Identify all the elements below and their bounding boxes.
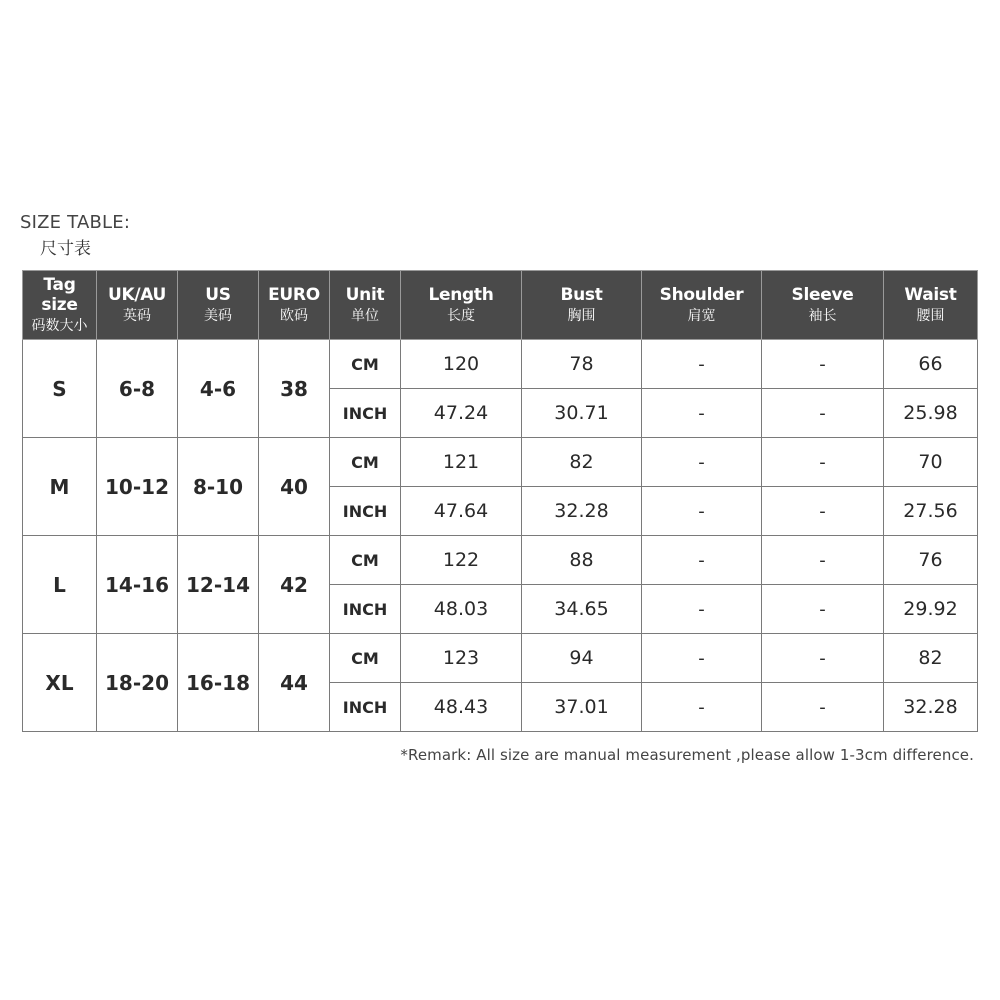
waist-cell: 32.28 (884, 683, 978, 732)
length-cell: 47.24 (401, 389, 522, 438)
waist-cell: 27.56 (884, 487, 978, 536)
euro-cell: 42 (259, 536, 330, 634)
header-us: US 美码 (178, 271, 259, 340)
shoulder-cell: - (642, 487, 762, 536)
euro-cell: 44 (259, 634, 330, 732)
bust-cell: 82 (522, 438, 642, 487)
unit-cell: CM (330, 438, 401, 487)
sleeve-cell: - (762, 585, 884, 634)
uk-au-cell: 6-8 (97, 340, 178, 438)
waist-cell: 66 (884, 340, 978, 389)
length-cell: 120 (401, 340, 522, 389)
unit-cell: INCH (330, 585, 401, 634)
table-row (23, 438, 978, 487)
euro-cell: 38 (259, 340, 330, 438)
header-bust: Bust 胸围 (522, 271, 642, 340)
table-row (23, 340, 978, 389)
size-table (22, 270, 978, 732)
header-sleeve: Sleeve 袖长 (762, 271, 884, 340)
unit-cell: CM (330, 634, 401, 683)
sleeve-cell: - (762, 683, 884, 732)
header-unit: Unit 单位 (330, 271, 401, 340)
unit-cell: CM (330, 340, 401, 389)
length-cell: 122 (401, 536, 522, 585)
bust-cell: 30.71 (522, 389, 642, 438)
tag-size-cell: M (23, 438, 97, 536)
waist-cell: 82 (884, 634, 978, 683)
us-cell: 4-6 (178, 340, 259, 438)
shoulder-cell: - (642, 634, 762, 683)
uk-au-cell: 14-16 (97, 536, 178, 634)
unit-cell: INCH (330, 389, 401, 438)
us-cell: 16-18 (178, 634, 259, 732)
tag-size-cell: S (23, 340, 97, 438)
waist-cell: 29.92 (884, 585, 978, 634)
euro-cell: 40 (259, 438, 330, 536)
sleeve-cell: - (762, 487, 884, 536)
waist-cell: 25.98 (884, 389, 978, 438)
waist-cell: 70 (884, 438, 978, 487)
bust-cell: 34.65 (522, 585, 642, 634)
bust-cell: 32.28 (522, 487, 642, 536)
length-cell: 48.43 (401, 683, 522, 732)
us-cell: 12-14 (178, 536, 259, 634)
table-row (23, 634, 978, 683)
sleeve-cell: - (762, 634, 884, 683)
length-cell: 48.03 (401, 585, 522, 634)
tag-size-cell: XL (23, 634, 97, 732)
length-cell: 123 (401, 634, 522, 683)
length-cell: 121 (401, 438, 522, 487)
shoulder-cell: - (642, 585, 762, 634)
sleeve-cell: - (762, 340, 884, 389)
shoulder-cell: - (642, 389, 762, 438)
uk-au-cell: 18-20 (97, 634, 178, 732)
tag-size-cell: L (23, 536, 97, 634)
unit-cell: INCH (330, 683, 401, 732)
size-table-title (20, 212, 130, 260)
title-chinese: 尺寸表 (40, 239, 91, 259)
header-length: Length 长度 (401, 271, 522, 340)
shoulder-cell: - (642, 683, 762, 732)
header-shoulder: Shoulder 肩宽 (642, 271, 762, 340)
shoulder-cell: - (642, 438, 762, 487)
bust-cell: 88 (522, 536, 642, 585)
unit-cell: INCH (330, 487, 401, 536)
shoulder-cell: - (642, 536, 762, 585)
bust-cell: 78 (522, 340, 642, 389)
shoulder-cell: - (642, 340, 762, 389)
title-english: SIZE TABLE: (20, 212, 131, 233)
bust-cell: 37.01 (522, 683, 642, 732)
sleeve-cell: - (762, 536, 884, 585)
sleeve-cell: - (762, 438, 884, 487)
header-waist: Waist 腰围 (884, 271, 978, 340)
header-uk-au: UK/AU 英码 (97, 271, 178, 340)
uk-au-cell: 10-12 (97, 438, 178, 536)
table-row (23, 536, 978, 585)
sleeve-cell: - (762, 389, 884, 438)
header-tag-size: Tag size 码数大小 (23, 271, 97, 340)
header-row (23, 271, 978, 340)
us-cell: 8-10 (178, 438, 259, 536)
waist-cell: 76 (884, 536, 978, 585)
header-euro: EURO 欧码 (259, 271, 330, 340)
remark-note: *Remark: All size are manual measurement ,please allow 1-3cm difference. (400, 746, 974, 764)
length-cell: 47.64 (401, 487, 522, 536)
unit-cell: CM (330, 536, 401, 585)
bust-cell: 94 (522, 634, 642, 683)
